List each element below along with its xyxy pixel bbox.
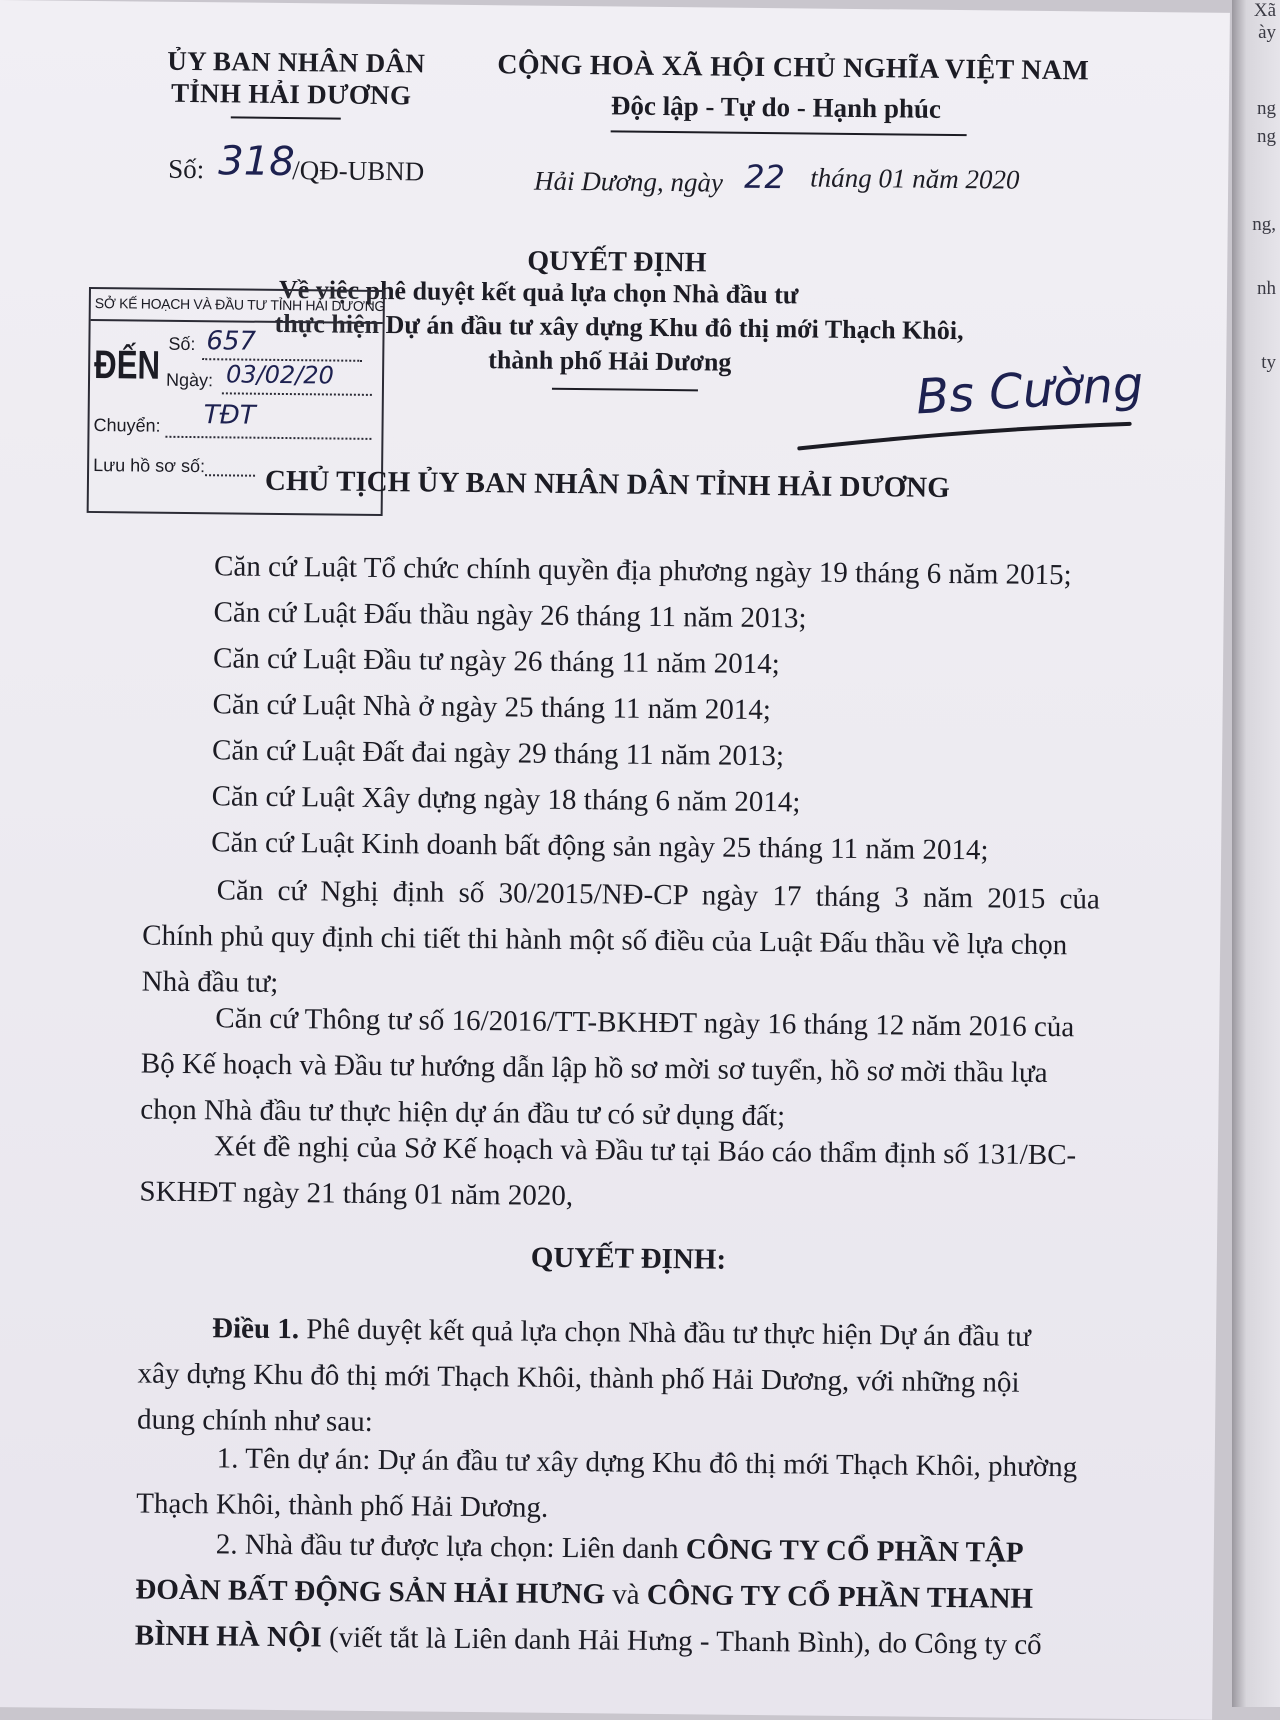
authority: CHỦ TỊCH ỦY BAN NHÂN DÂN TỈNH HẢI DƯƠNG xyxy=(264,464,950,504)
nation-line1: CỘNG HOÀ XÃ HỘI CHỦ NGHĨA VIỆT NAM xyxy=(497,49,1090,87)
stamp-dots xyxy=(222,392,372,396)
proposal-line1: Xét đề nghị của Sở Kế hoạch và Đầu tư tại Báo cáo thẩm định số 131/BC- xyxy=(213,1130,1077,1172)
issuer-line1: ỦY BAN NHÂN DÂN xyxy=(167,45,426,79)
issuer-line2: TỈNH HẢI DƯƠNG xyxy=(170,77,412,111)
basis-line: Căn cứ Luật Nhà ở ngày 25 tháng 11 năm 2014; xyxy=(212,688,772,727)
edge-fragment: ng, xyxy=(1252,214,1276,235)
basis-decree-line2: Chính phủ quy định chi tiết thi hành một số điều của Luật Đấu thầu về lựa chọn xyxy=(142,919,1068,962)
proposal-line2: SKHĐT ngày 21 tháng 01 năm 2020, xyxy=(139,1175,574,1213)
basis-circular-line1: Căn cứ Thông tư số 16/2016/TT-BKHĐT ngày 16 tháng 12 năm 2016 của xyxy=(215,1002,1075,1044)
basis-line: Căn cứ Luật Đấu thầu ngày 26 tháng 11 năm 2013; xyxy=(213,596,807,635)
doc-number-label: Số: xyxy=(168,153,205,185)
issuer-underline xyxy=(231,116,341,119)
stamp-so-label: Số: xyxy=(168,333,196,355)
edge-fragment: ày xyxy=(1258,22,1276,43)
item2-line3-normal: (viết tắt là Liên danh Hải Hưng - Thanh Bình), do Công ty cổ xyxy=(328,1621,1042,1661)
basis-decree-line1: Căn cứ Nghị định số 30/2015/NĐ-CP ngày 17 tháng 3 năm 2015 của xyxy=(216,874,1100,916)
date-day-handwritten: 22 xyxy=(743,157,786,197)
item2-line1-bold: CÔNG TY CỔ PHẦN TẬP xyxy=(685,1533,1024,1569)
doc-number-handwritten: 318 xyxy=(218,138,295,186)
signature: Bs Cường xyxy=(914,356,1145,426)
stamp-luu-label: Lưu hồ sơ số: xyxy=(93,455,206,477)
subject-underline xyxy=(552,388,698,392)
edge-fragment: ng xyxy=(1257,98,1276,119)
item1-line1: 1. Tên dự án: Dự án đầu tư xây dựng Khu đô thị mới Thạch Khôi, phường xyxy=(216,1442,1078,1484)
article1-line2: xây dựng Khu đô thị mới Thạch Khôi, thành phố Hải Dương, với những nội xyxy=(137,1357,1020,1399)
date-suffix: tháng 01 năm 2020 xyxy=(810,162,1020,195)
edge-fragment: nh xyxy=(1257,278,1276,299)
basis-line: Căn cứ Luật Kinh doanh bất động sản ngày 25 tháng 11 năm 2014; xyxy=(211,826,989,867)
item2-line1-normal: 2. Nhà đầu tư được lựa chọn: Liên danh xyxy=(215,1528,679,1566)
basis-line: Căn cứ Luật Xây dựng ngày 18 tháng 6 năm 2014; xyxy=(211,780,801,819)
basis-circular-line2: Bộ Kế hoạch và Đầu tư hướng dẫn lập hồ sơ mời sơ tuyển, hồ sơ mời thầu lựa xyxy=(140,1047,1048,1090)
date-prefix: Hải Dương, ngày xyxy=(533,165,724,198)
basis-line: Căn cứ Luật Đầu tư ngày 26 tháng 11 năm 2014; xyxy=(212,642,781,681)
basis-circular-line3: chọn Nhà đầu tư thực hiện dự án đầu tư có sử dụng đất; xyxy=(140,1093,786,1133)
item1-line2: Thạch Khôi, thành phố Hải Dương. xyxy=(136,1487,549,1524)
edge-fragment: Xã xyxy=(1253,0,1276,21)
article1-line3: dung chính như sau: xyxy=(136,1403,373,1438)
signature-stroke xyxy=(795,412,1135,460)
basis-line: Căn cứ Luật Tổ chức chính quyền địa phương ngày 19 tháng 6 năm 2015; xyxy=(213,550,1072,592)
stamp-divider xyxy=(91,319,383,324)
decision-heading: QUYẾT ĐỊNH: xyxy=(530,1241,727,1276)
doc-title: QUYẾT ĐỊNH xyxy=(527,245,707,279)
underlying-page-edge xyxy=(1232,0,1280,1707)
nation-motto: Độc lập - Tự do - Hạnh phúc xyxy=(610,90,942,124)
item2-line3-bold: BÌNH HÀ NỘI xyxy=(134,1619,322,1654)
subject-line1: Về việc phê duyệt kết quả lựa chọn Nhà đầu tư xyxy=(278,274,799,310)
stamp-chuyen-label: Chuyển: xyxy=(93,415,161,436)
stamp-den: ĐẾN xyxy=(93,343,161,388)
stamp-dots xyxy=(205,474,255,477)
edge-fragment: ty xyxy=(1261,352,1276,373)
stamp-dots xyxy=(165,436,371,440)
item2-line2-bold: ĐOÀN BẤT ĐỘNG SẢN HẢI HƯNG xyxy=(135,1573,606,1611)
doc-number-suffix: /QĐ-UBND xyxy=(292,155,425,187)
article1-label: Điều 1. xyxy=(211,1312,300,1346)
motto-underline xyxy=(611,130,967,136)
stamp-ngay-value: 03/02/20 xyxy=(225,360,335,390)
item2-line2-normal: và xyxy=(612,1578,640,1611)
article1-line1: Phê duyệt kết quả lựa chọn Nhà đầu tư thực hiện Dự án đầu tư xyxy=(306,1313,1031,1353)
subject-line2: thực hiện Dự án đầu tư xây dựng Khu đô thị mới Thạch Khôi, xyxy=(274,308,964,346)
stamp-ngay-label: Ngày: xyxy=(165,369,214,391)
item2-line2-bold2: CÔNG TY CỔ PHẦN THANH xyxy=(646,1578,1034,1615)
stamp-so-value: 657 xyxy=(206,326,257,357)
stamp-header: SỞ KẾ HOẠCH VÀ ĐẦU TƯ TỈNH HẢI DƯƠNG xyxy=(94,295,386,315)
stamp-chuyen-value: TĐT xyxy=(203,400,256,431)
subject-line3: thành phố Hải Dương xyxy=(488,345,732,377)
basis-line: Căn cứ Luật Đất đai ngày 29 tháng 11 năm 2013; xyxy=(211,734,785,773)
edge-fragment: ng xyxy=(1257,126,1276,147)
basis-decree-line3: Nhà đầu tư; xyxy=(141,965,279,999)
